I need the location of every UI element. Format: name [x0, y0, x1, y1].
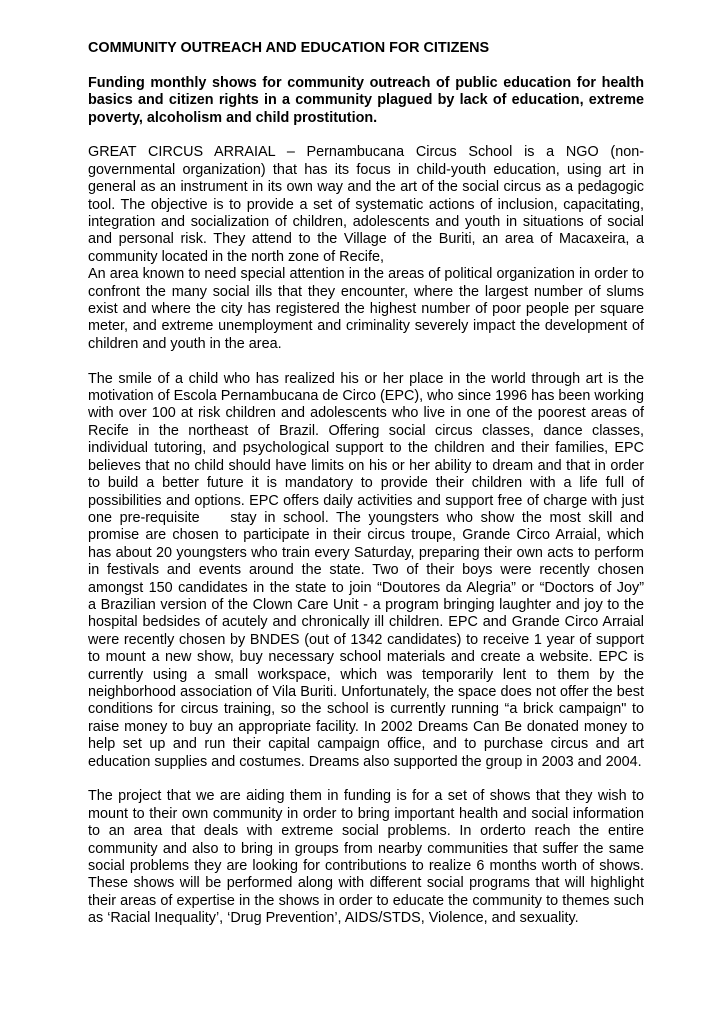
paragraph-epc: The smile of a child who has realized his or her place in the world through art is the motivation of Escola Pernambucana de Circo (EPC), who since 1996 has been working with over 100 at risk children and adolescents who live in one of the poorest areas of Recife in the northeast of Brazil. Offering social circus classes, dance classes, individual tutoring, and psychological support to the children and their families, EPC believes that no child should have limits on his or her ability to dream and that in order to build a better future it is mandatory to provide their children with a life full of possibilities and options. EPC offers daily activities and support free of charge with just one pre-requisite stay in school. The youngsters who show the most skill and promise are chosen to participate in their circus troupe, Grande Circo Arraial, which has about 20 youngsters who train every Saturday, preparing their own acts to perform in festivals and events around the state. Two of their boys were recently chosen amongst 150 candidates in the state to join “Doutores da Alegria” or “Doctors of Joy” a Brazilian version of the Clown Care Unit - a program bringing laughter and joy to the hospital bedsides of acutely and chronically ill children. EPC and Grande Circo Arraial were recently chosen by BNDES (out of 1342 candidates) to receive 1 year of support to mount a new show, buy necessary school materials and create a website. EPC is currently using a small workspace, which was temporarily lent to them by the neighborhood association of Vila Buriti. Unfortunately, the space does not offer the best conditions for circus training, so the school is currently running “a brick campaign" to raise money to buy an appropriate facility. In 2002 Dreams Can Be donated money to help set up and run their capital campaign office, and to purchase circus and art education supplies and costumes. Dreams also supported the group in 2003 and 2004. — [88, 370, 660, 770]
document-subtitle: Funding monthly shows for community outreach of public education for health basics and citizen rights in a community plagued by lack of education, extreme poverty, alcoholism and child prostitution. — [88, 74, 644, 126]
document-body — [88, 40, 660, 928]
paragraph-intro: GREAT CIRCUS ARRAIAL – Pernambucana Circus School is a NGO (non-governmental organization) that has its focus in child-youth education, using art in general as an instrument in its own way and the art of the social circus as a pedagogic tool. The objective is to provide a set of systematic actions of inclusion, capacitating, integration and socialization of children, adolescents and youth in situations of social and personal risk. They attend to the Village of the Buriti, an area of Macaxeira, a community located in the north zone of Recife, — [88, 144, 648, 265]
paragraph-project: The project that we are aiding them in funding is for a set of shows that they wish to mount to their own community in order to bring important health and social information to an area that deals with extreme social problems. In orderto reach the entire community and also to bring in groups from nearby communities that suffer the same social problems they are looking for contributions to realize 6 months worth of shows. These shows will be performed along with different social programs that will highlight their areas of expertise in the shows in order to educate the community to themes such as ‘Racial Inequality’, ‘Drug Prevention’, AIDS/STDS, Violence, and sexuality. — [88, 788, 648, 927]
paragraph-area: An area known to need special attention in the areas of political organization in order to confront the many social ills that they encounter, where the largest number of slums exist and where the city has registered the highest number of poor people per square meter, and extreme unemployment and criminality severely impact the development of children and youth in the area. — [88, 266, 648, 352]
document-title: COMMUNITY OUTREACH AND EDUCATION FOR CITIZENS — [88, 40, 490, 56]
